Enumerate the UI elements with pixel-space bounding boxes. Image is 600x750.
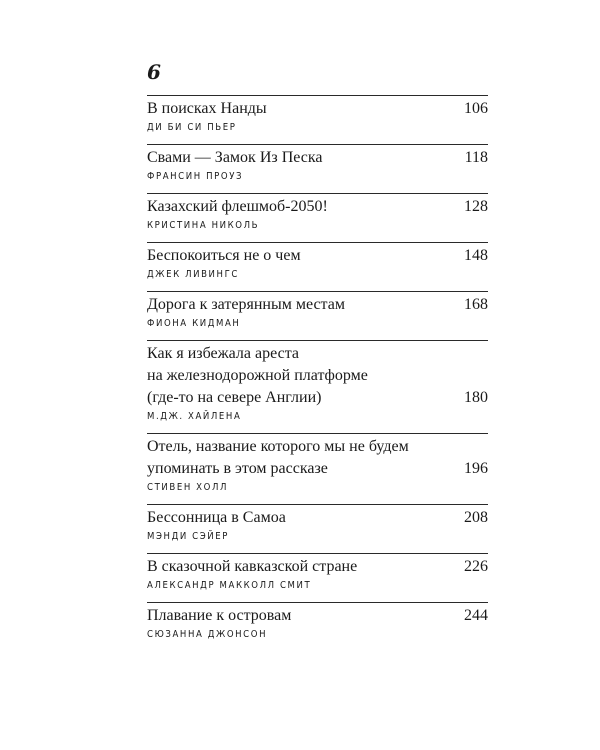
toc-entry bbox=[147, 553, 488, 593]
toc-title-line: Беспокоиться не о чем bbox=[147, 247, 301, 264]
toc-title-line: В поисках Нанды bbox=[147, 100, 267, 117]
toc-author: СЮЗАННА ДЖОНСОН bbox=[147, 629, 268, 640]
toc-author: ФИОНА КИДМАН bbox=[147, 318, 241, 329]
toc-author: М.ДЖ. ХАЙЛЕНА bbox=[147, 411, 242, 422]
toc-entry-title bbox=[147, 505, 488, 529]
toc-title-line: на железнодорожной платформе bbox=[147, 367, 368, 384]
toc-page-number: 180 bbox=[464, 389, 488, 406]
toc-entry-title bbox=[147, 145, 488, 169]
toc-page-number: 226 bbox=[464, 558, 488, 575]
toc-entry bbox=[147, 433, 488, 495]
toc-entry-title bbox=[147, 243, 488, 267]
toc-title-line: (где-то на севере Англии) bbox=[147, 389, 322, 406]
toc-page-number: 196 bbox=[464, 460, 488, 477]
toc-title-line: Казахский флешмоб-2050! bbox=[147, 198, 328, 215]
toc-entry-title bbox=[147, 292, 488, 316]
toc-author: МЭНДИ СЭЙЕР bbox=[147, 531, 230, 542]
toc-title-line: Как я избежала ареста bbox=[147, 345, 299, 362]
toc-author: АЛЕКСАНДР МАККОЛЛ СМИТ bbox=[147, 580, 312, 591]
toc-entry-title bbox=[147, 96, 488, 120]
toc-page-number: 244 bbox=[464, 607, 488, 624]
toc-author: ДЖЕК ЛИВИНГС bbox=[147, 269, 239, 280]
toc-author: КРИСТИНА НИКОЛЬ bbox=[147, 220, 260, 231]
table-of-contents bbox=[147, 95, 488, 651]
toc-author: ФРАНСИН ПРОУЗ bbox=[147, 171, 244, 182]
toc-title-line: упоминать в этом рассказе bbox=[147, 460, 328, 477]
toc-title-line: Свами — Замок Из Песка bbox=[147, 149, 323, 166]
toc-entry bbox=[147, 144, 488, 184]
page-number: 6 bbox=[147, 60, 161, 84]
toc-title-line: Плавание к островам bbox=[147, 607, 292, 624]
toc-title-line: Отель, название которого мы не будем bbox=[147, 438, 409, 455]
toc-entry-title bbox=[147, 554, 488, 578]
toc-entry bbox=[147, 242, 488, 282]
toc-entry-title bbox=[147, 194, 488, 218]
toc-title-line: Дорога к затерянным местам bbox=[147, 296, 345, 313]
toc-author: СТИВЕН ХОЛЛ bbox=[147, 482, 229, 493]
toc-title-line: В сказочной кавказской стране bbox=[147, 558, 358, 575]
toc-entry bbox=[147, 193, 488, 233]
toc-entry-title bbox=[147, 434, 488, 480]
toc-page-number: 208 bbox=[464, 509, 488, 526]
toc-entry bbox=[147, 602, 488, 642]
toc-entry bbox=[147, 504, 488, 544]
toc-page-number: 106 bbox=[464, 100, 488, 117]
toc-page-number: 148 bbox=[464, 247, 488, 264]
toc-entry bbox=[147, 95, 488, 135]
toc-entry bbox=[147, 291, 488, 331]
toc-author: ДИ БИ СИ ПЬЕР bbox=[147, 122, 237, 133]
toc-entry bbox=[147, 340, 488, 424]
toc-page-number: 128 bbox=[464, 198, 488, 215]
toc-entry-title bbox=[147, 603, 488, 627]
toc-title-line: Бессонница в Самоа bbox=[147, 509, 286, 526]
toc-entry-title bbox=[147, 341, 488, 409]
toc-page-number: 118 bbox=[464, 149, 488, 166]
toc-page-number: 168 bbox=[464, 296, 488, 313]
